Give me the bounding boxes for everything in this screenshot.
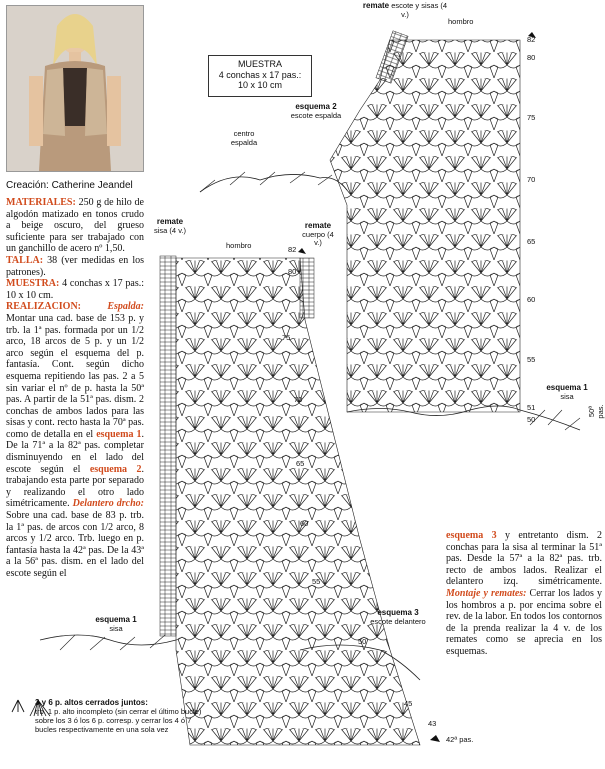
muestra-text: 4 conchas x 17 pas.: 10 x 10 cm.: [6, 278, 144, 301]
back-esquema1-label: esquema 1 sisa: [546, 383, 588, 401]
delantero-text: Sobre una cad. base de 83 p. trb. la 1ª pas. de arcos con 1/2 arco, 8 arcos y 1/2 arco. Trb. luego en p. fantasía hasta la 42ª pas. De la 43ª a la 56ª pas. dism. en el lado del escote según el: [6, 510, 144, 579]
muestra-label: MUESTRA:: [6, 278, 60, 290]
back-hombro-label: hombro: [448, 17, 474, 26]
front-row-50: 50: [358, 637, 367, 646]
back-row-80: 80: [527, 53, 536, 62]
front-row-45: 45: [404, 699, 413, 708]
back-row-55: 55: [527, 355, 536, 364]
realizacion-label: REALIZACION:: [6, 301, 82, 313]
montaje-text: Cerrar los lados y los hombros a p. por encima sobre el rev. de la labor. En todos los contornos de la prenda realizar la 4 v. de los remates como se aprecia en los esquemas.: [446, 587, 602, 657]
front-row-75: 75: [282, 333, 291, 342]
legend-text: trb. 1 p. alto incompleto (sin cerrar el último bucle) sobre los 3 ó los 6 p. corresp. y cerrar los 4 ó 7 bucles respectivamente en una sola vez: [35, 707, 202, 734]
back-row-82: 82: [527, 35, 536, 44]
front-row-70: 70: [294, 395, 303, 404]
back-row-60: 60: [527, 295, 536, 304]
back-row-70: 70: [527, 175, 536, 184]
back-center-label: centro espalda: [230, 129, 258, 147]
continuation-text: y entretanto dism. 2 conchas para la sisa al terminar la 51ª pas. Desde la 57ª a la 82ª pas. trb. recto de ambos lados. Realizar el delantero izq. simétricamente.: [446, 530, 602, 588]
esquema2-ref: esquema 2: [89, 463, 142, 475]
back-row-75: 75: [527, 113, 536, 122]
espalda-text-1: Montar una cad. base de 153 p. y trb. la 1ª pas. formada por un 1/2 arco, 18 arcos de 5 p. y un 1/2 arco según el esquema del p. fantasía. Cont. según dicho esquema repitiendo las pas. 2 a 5 sin variar el nº de p. hasta la 50ª pas. A partir de la 51ª pas. dism. 2 conchas de ambos lados para las sisas y cont. recto hasta la 70ª pas. como de detalla en el: [6, 312, 144, 440]
front-row-43: 43: [428, 719, 437, 728]
espalda-text-3: . trabajando esta parte por separado y realizando el otro lado simétricamente.: [6, 463, 144, 510]
back-row-50: 50: [527, 415, 536, 424]
front-rows-label: 42ª pas.: [446, 735, 474, 744]
back-remate-label: remate escote y sisas (4 v.): [362, 1, 448, 19]
back-row-65: 65: [527, 237, 536, 246]
materiales-text: 250 g de hilo de algodón matizado en tonos crudo a beige oscuro, del grueso suficiente para ser trabajado con un ganchillo de acero nº 1,50.: [6, 197, 144, 255]
front-esquema1-label: esquema 1 sisa: [95, 615, 137, 633]
materiales-label: MATERIALES:: [6, 197, 76, 208]
front-remate-sisa-label: remate sisa (4 v.): [154, 217, 186, 235]
esquema3-ref: esquema 3: [446, 530, 497, 541]
talla-text: 38 (ver medidas en los patrones).: [6, 254, 144, 278]
back-rows-label: 50ª pas.: [587, 404, 605, 419]
back-row-51: 51: [527, 403, 536, 412]
front-row-55: 55: [312, 577, 321, 586]
stitch-legend: [35, 698, 210, 734]
photo-credit: Creación: Catherine Jeandel: [6, 180, 133, 191]
front-hombro-label: hombro: [226, 241, 252, 250]
gauge-line-2: 4 conchas x 17 pas.:: [218, 69, 302, 80]
front-row-80: 80: [288, 267, 297, 276]
front-row-60: 60: [300, 519, 309, 528]
delantero-label: Delantero drcho:: [72, 498, 144, 510]
talla-label: TALLA:: [6, 254, 44, 266]
espalda-label: Espalda:: [107, 301, 144, 313]
front-esquema3-label: esquema 3 escote delantero: [370, 608, 426, 626]
front-row-65: 65: [296, 459, 305, 468]
front-remate-cuerpo-label: remate cuerpo (4 v.): [302, 221, 334, 247]
montaje-label: Montaje y remates:: [446, 587, 527, 599]
legend-title: 3 y 6 p. altos cerrados juntos:: [35, 698, 148, 707]
esquema1-ref: esquema 1: [96, 428, 142, 440]
front-row-82: 82: [288, 245, 297, 254]
espalda-text-2: . De la 71ª a la 82ª pas. completar disminuyendo en el lado del escote según el: [6, 428, 144, 475]
gauge-line-3: 10 x 10 cm: [237, 80, 283, 90]
gauge-title: MUESTRA: [237, 59, 282, 69]
back-esquema2-label: esquema 2 escote espalda: [290, 102, 342, 120]
